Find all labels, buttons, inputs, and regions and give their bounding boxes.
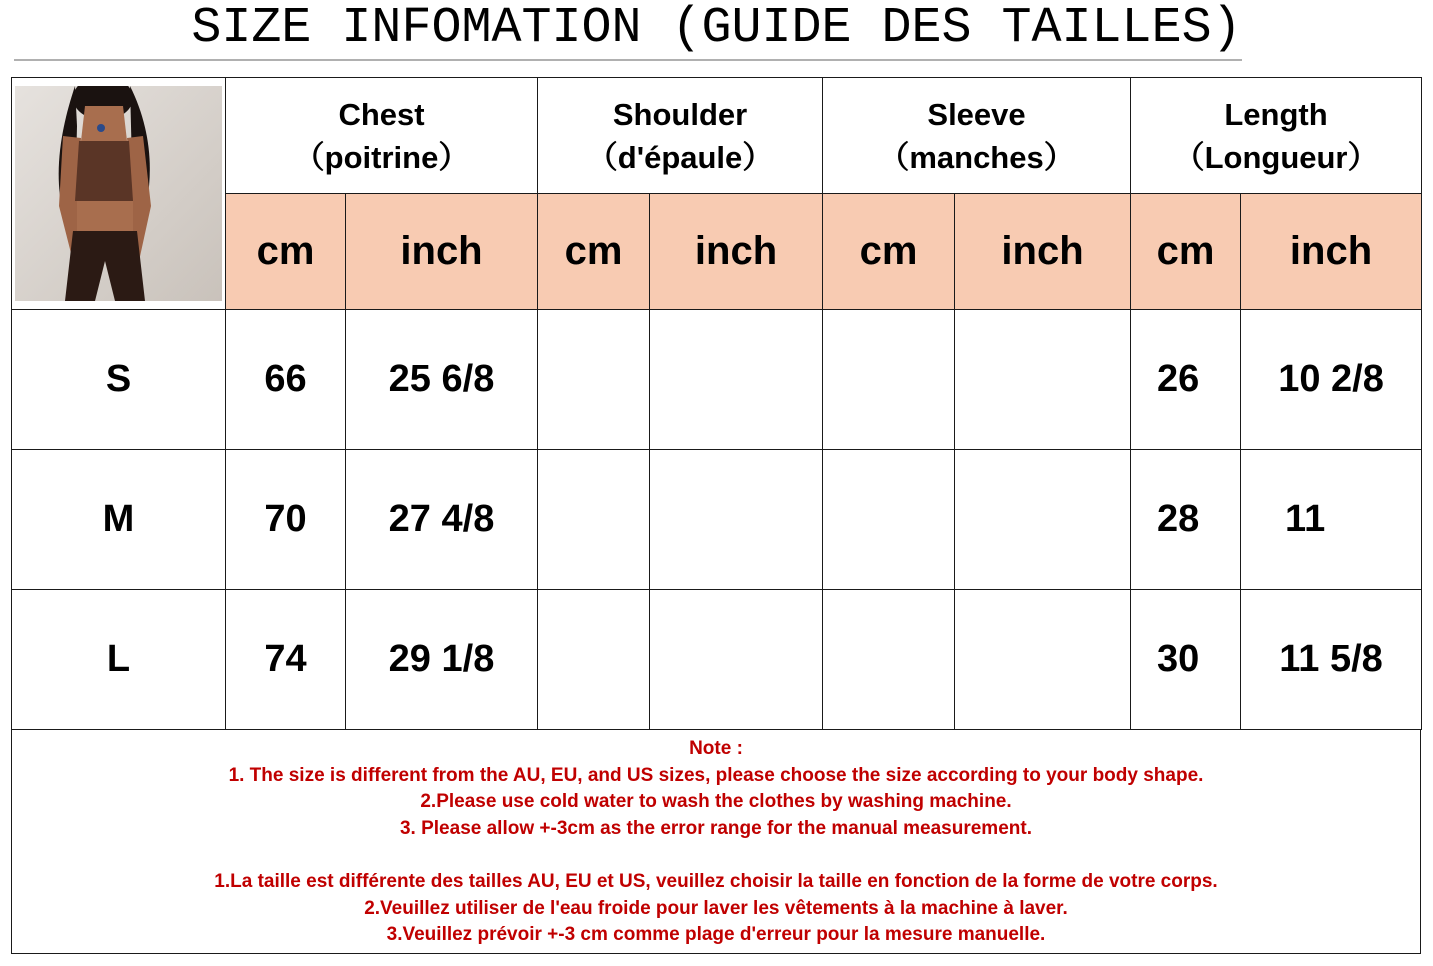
length-label: Length [1224, 96, 1328, 132]
size-label: S [12, 310, 226, 450]
length-cm-cell: 28 [1131, 450, 1241, 590]
note-fr-2: 2.Veuillez utiliser de l'eau froide pour laver les vêtements à la machine à laver. [364, 897, 1068, 919]
length-cm-unit: cm [1131, 194, 1241, 310]
size-label: L [12, 590, 226, 730]
chest-label-fr: （poitrine） [293, 139, 470, 175]
shoulder-cm-cell [538, 590, 650, 730]
shoulder-inch-unit: inch [650, 194, 823, 310]
chest-cm-cell: 74 [226, 590, 346, 730]
title-underline [14, 59, 1242, 61]
shoulder-header [538, 78, 823, 194]
sleeve-inch-unit: inch [955, 194, 1131, 310]
sleeve-cm-cell [823, 310, 955, 450]
note-fr-1: 1.La taille est différente des tailles AU, EU et US, veuillez choisir la taille en fonction de la forme de votre corps. [214, 870, 1218, 892]
notes-spacer [12, 842, 1420, 869]
shoulder-inch-cell [650, 450, 823, 590]
note-en-1: 1. The size is different from the AU, EU, and US sizes, please choose the size according to your body shape. [228, 764, 1204, 786]
length-inch-cell: 11 5/8 [1241, 590, 1422, 730]
size-chart-table [11, 77, 1422, 730]
chest-cm-unit: cm [226, 194, 346, 310]
shoulder-cm-cell [538, 310, 650, 450]
chest-inch-cell: 25 6/8 [346, 310, 538, 450]
table-row [12, 450, 1422, 590]
header-row-measurements [12, 78, 1422, 194]
product-photo-cell [12, 78, 226, 310]
notes-heading: Note : [689, 738, 743, 759]
note-fr-3: 3.Veuillez prévoir +-3 cm comme plage d'erreur pour la mesure manuelle. [386, 924, 1046, 946]
note-en-3: 3. Please allow +-3cm as the error range for the manual measurement. [399, 817, 1032, 839]
chest-cm-cell: 70 [226, 450, 346, 590]
chest-cm-cell: 66 [226, 310, 346, 450]
table-row [12, 310, 1422, 450]
shoulder-inch-cell [650, 310, 823, 450]
sleeve-cm-cell [823, 590, 955, 730]
chest-inch-cell: 27 4/8 [346, 450, 538, 590]
sleeve-cm-cell [823, 450, 955, 590]
sleeve-label: Sleeve [927, 96, 1026, 132]
model-photo-icon [15, 86, 222, 301]
shoulder-cm-unit: cm [538, 194, 650, 310]
shoulder-label-fr: （d'épaule） [586, 139, 774, 175]
chest-inch-cell: 29 1/8 [346, 590, 538, 730]
sleeve-header [823, 78, 1131, 194]
sleeve-label-fr: （manches） [878, 139, 1075, 175]
chest-label: Chest [338, 96, 425, 132]
sleeve-inch-cell [955, 590, 1131, 730]
top-garment [75, 141, 133, 201]
sleeve-cm-unit: cm [823, 194, 955, 310]
sleeve-inch-cell [955, 450, 1131, 590]
length-cm-cell: 30 [1131, 590, 1241, 730]
length-label-fr: （Longueur） [1173, 139, 1379, 175]
shoulder-inch-cell [650, 590, 823, 730]
size-label: M [12, 450, 226, 590]
shoulder-label: Shoulder [612, 96, 748, 132]
note-en-2: 2.Please use cold water to wash the clothes by washing machine. [420, 791, 1012, 813]
chest-header [226, 78, 538, 194]
shoulder-cm-cell [538, 450, 650, 590]
length-header [1131, 78, 1422, 194]
notes-section [11, 729, 1421, 954]
sleeve-inch-cell [955, 310, 1131, 450]
table-row [12, 590, 1422, 730]
length-inch-unit: inch [1241, 194, 1422, 310]
page-title: SIZE INFOMATION (GUIDE DES TAILLES) [191, 0, 1242, 57]
length-inch-cell: 10 2/8 [1241, 310, 1422, 450]
length-cm-cell: 26 [1131, 310, 1241, 450]
chest-inch-unit: inch [346, 194, 538, 310]
length-inch-cell: 11 [1241, 450, 1422, 590]
